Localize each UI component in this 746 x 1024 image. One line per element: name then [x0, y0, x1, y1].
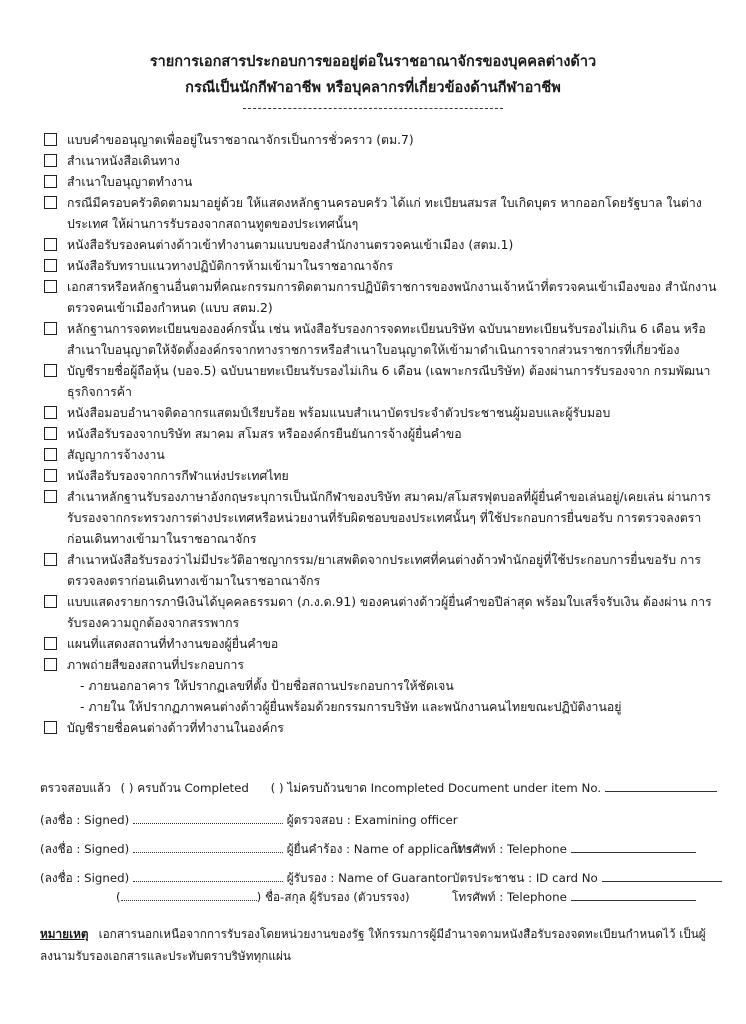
photo-subitem: - ภายนอกอาคาร ให้ปรากฏเลขที่ตั้ง ป้ายชื่อสถานประกอบการให้ชัดเจน [80, 679, 454, 693]
checkbox[interactable] [44, 721, 57, 734]
document-subtitle: กรณีเป็นนักกีฬาอาชีพ หรือบุคลากรที่เกี่ยวข้องด้านกีฬาอาชีพ [185, 80, 561, 96]
checklist-item: กรณีมีครอบครัวติดตามมาอยู่ด้วย ให้แสดงหลักฐานครอบครัว ได้แก่ ทะเบียนสมรส ใบเกิดบุตร หากออกโดยรัฐบาล ในต่างประเทศ ให้ผ่านการรับรองจากสถานทูตของประเทศนั้นๆ [44, 193, 724, 235]
checklist-item: สำเนาใบอนุญาตทำงาน [44, 172, 724, 193]
id-card-label: บัตรประชาชน : ID card No [452, 871, 598, 885]
checklist-item: สัญญาการจ้างงาน [44, 445, 724, 466]
checklist-item: สำเนาหนังสือเดินทาง [44, 151, 724, 172]
signed-label: (ลงชื่อ : Signed) [40, 813, 130, 827]
applicant-label: ผู้ยื่นคำร้อง : Name of applicant’s [286, 842, 472, 856]
paren-open: ( [116, 890, 121, 904]
examiner-signature-row [40, 811, 458, 830]
checkbox[interactable] [44, 427, 57, 440]
applicant-telephone [452, 840, 696, 859]
checkbox[interactable] [44, 658, 57, 671]
signed-label: (ลงชื่อ : Signed) [40, 842, 130, 856]
signed-label: (ลงชื่อ : Signed) [40, 871, 130, 885]
incomplete-option[interactable]: ( ) ไม่ครบถ้วนขาด Incompleted Document under item No. [270, 781, 602, 795]
checkbox[interactable] [44, 280, 57, 293]
remark-text: เอกสารนอกเหนือจากการรับรองโดยหน่วยงานของรัฐ ให้กรรมการผู้มีอำนาจตามหนังสือรับรองจดทะเบียนกำหนดไว้ เป็นผู้ลงนามรับรองเอกสารและประทับตราบริษัททุกแผ่น [40, 927, 706, 963]
guarantor-name-line[interactable] [121, 890, 257, 901]
checked-label: ตรวจสอบแล้ว [40, 781, 111, 795]
checklist-item: หนังสือรับรองจากการกีฬาแห่งประเทศไทย [44, 466, 724, 487]
signature-line[interactable] [133, 813, 283, 824]
photo-subitem: - ภายใน ให้ปรากฏภาพคนต่างด้าวผู้ยื่นพร้อมด้วยกรรมการบริษัท และพนักงานคนไทยขณะปฏิบัติงานอยู่ [80, 700, 622, 714]
applicant-signature-row [40, 840, 472, 859]
checklist-item: หนังสือรับรองคนต่างด้าวเข้าทำงานตามแบบของสำนักงานตรวจคนเข้าเมือง (สตม.1) [44, 235, 724, 256]
document-checklist [44, 130, 724, 739]
checkbox[interactable] [44, 175, 57, 188]
checkbox[interactable] [44, 259, 57, 272]
guarantor-label: ผู้รับรอง : Name of Guarantor [286, 871, 452, 885]
checkbox[interactable] [44, 637, 57, 650]
checklist-item: บัญชีรายชื่อคนต่างด้าวที่ทำงานในองค์กร [44, 718, 724, 739]
checklist-item: แผนที่แสดงสถานที่ทำงานของผู้ยื่นคำขอ [44, 634, 724, 655]
telephone-line[interactable] [571, 842, 696, 853]
guarantor-telephone [452, 888, 696, 907]
checklist-item: หนังสือรับทราบแนวทางปฏิบัติการห้ามเข้ามาในราชอาณาจักร [44, 256, 724, 277]
checklist-item: บัญชีรายชื่อผู้ถือหุ้น (บอจ.5) ฉบับนายทะเบียนรับรองไม่เกิน 6 เดือน (เฉพาะกรณีบริษัท) ต้องผ่านการรับรองจาก กรมพัฒนาธุรกิจการค้า [44, 361, 724, 403]
checkbox[interactable] [44, 595, 57, 608]
telephone-line[interactable] [571, 890, 696, 901]
checklist-item: สำเนาหนังสือรับรองว่าไม่มีประวัติอาชญากรรม/ยาเสพติดจากประเทศที่คนต่างด้าวพำนักอยู่ที่ใช้ประกอบการยื่นขอรับ การตรวจลงตราก่อนเดินทางเข้ามาในราชอาณาจักร [44, 550, 724, 592]
document-title: รายการเอกสารประกอบการขออยู่ต่อในราชอาณาจักรของบุคคลต่างด้าว [149, 54, 597, 70]
guarantor-signature-row [40, 869, 452, 888]
checklist-item: แบบแสดงรายการภาษีเงินได้บุคคลธรรมดา (ภ.ง.ด.91) ของคนต่างด้าวผู้ยื่นคำขอปีล่าสุด พร้อมใบเสร็จรับเงิน ต้องผ่าน การรับรองความถูกต้องจากสรรพากร [44, 592, 724, 634]
id-card-line[interactable] [602, 871, 722, 882]
signature-line[interactable] [133, 842, 283, 853]
title-divider [243, 108, 503, 109]
telephone-label: โทรศัพท์ : Telephone [452, 890, 567, 904]
guarantor-name-row [116, 888, 410, 907]
checklist-item: เอกสารหรือหลักฐานอื่นตามที่คณะกรรมการติดตามการปฏิบัติราชการของพนักงานเจ้าหน้าที่ตรวจคนเข้าเมืองของ สำนักงานตรวจคนเข้าเมืองกำหนด (แบบ สตม.2) [44, 277, 724, 319]
checklist-item: หนังสือรับรองจากบริษัท สมาคม สโมสร หรือองค์กรยืนยันการจ้างผู้ยื่นคำขอ [44, 424, 724, 445]
checkbox[interactable] [44, 490, 57, 503]
checkbox[interactable] [44, 364, 57, 377]
verification-row [40, 779, 717, 798]
checklist-item: สำเนาหลักฐานรับรองภาษาอังกฤษระบุการเป็นนักกีฬาของบริษัท สมาคม/สโมสรฟุตบอลที่ผู้ยื่นคำขอเล่นอยู่/เคยเล่น ผ่านการรับรองจากกระทรวงการต่างประเทศหรือหน่วยงานที่รับผิดชอบของประเทศนั้นๆ ที่ใช้ประกอบการยื่นขอรับ การตรวจลงตราก่อนเดินทางเข้ามาในราชอาณาจักร [44, 487, 724, 550]
incomplete-item-line[interactable] [605, 781, 717, 792]
complete-option[interactable]: ( ) ครบถ้วน Completed [120, 781, 249, 795]
signature-line[interactable] [133, 871, 283, 882]
checkbox[interactable] [44, 154, 57, 167]
checkbox[interactable] [44, 553, 57, 566]
checkbox[interactable] [44, 448, 57, 461]
checkbox[interactable] [44, 238, 57, 251]
examiner-label: ผู้ตรวจสอบ : Examining officer [286, 813, 458, 827]
remark-note [40, 923, 710, 967]
checkbox[interactable] [44, 133, 57, 146]
guarantor-id-card [452, 869, 722, 888]
checklist-item: หลักฐานการจดทะเบียนขององค์กรนั้น เช่น หนังสือรับรองการจดทะเบียนบริษัท ฉบับนายทะเบียนรับรองไม่เกิน 6 เดือน หรือสำเนาใบอนุญาตให้จัดตั้งองค์กรจากทางราชการหรือสำเนาใบอนุญาตให้เข้ามาดำเนินการจากส่วนราชการที่เกี่ยวข้อง [44, 319, 724, 361]
paren-close: ) [256, 890, 262, 904]
telephone-label: โทรศัพท์ : Telephone [452, 842, 567, 856]
checkbox[interactable] [44, 322, 57, 335]
checkbox[interactable] [44, 469, 57, 482]
checkbox[interactable] [44, 406, 57, 419]
checkbox[interactable] [44, 196, 57, 209]
guarantor-name-label: ชื่อ-สกุล ผู้รับรอง (ตัวบรรจง) [264, 890, 410, 904]
remark-label: หมายเหตุ [40, 927, 89, 941]
checklist-item: หนังสือมอบอำนาจติดอากรแสตมป์เรียบร้อย พร้อมแนบสำเนาบัตรประจำตัวประชาชนผู้มอบและผู้รับมอบ [44, 403, 724, 424]
checklist-item: ภาพถ่ายสีของสถานที่ประกอบการ [44, 655, 724, 676]
checklist-item: แบบคำขออนุญาตเพื่ออยู่ในราชอาณาจักรเป็นการชั่วคราว (ตม.7) [44, 130, 724, 151]
